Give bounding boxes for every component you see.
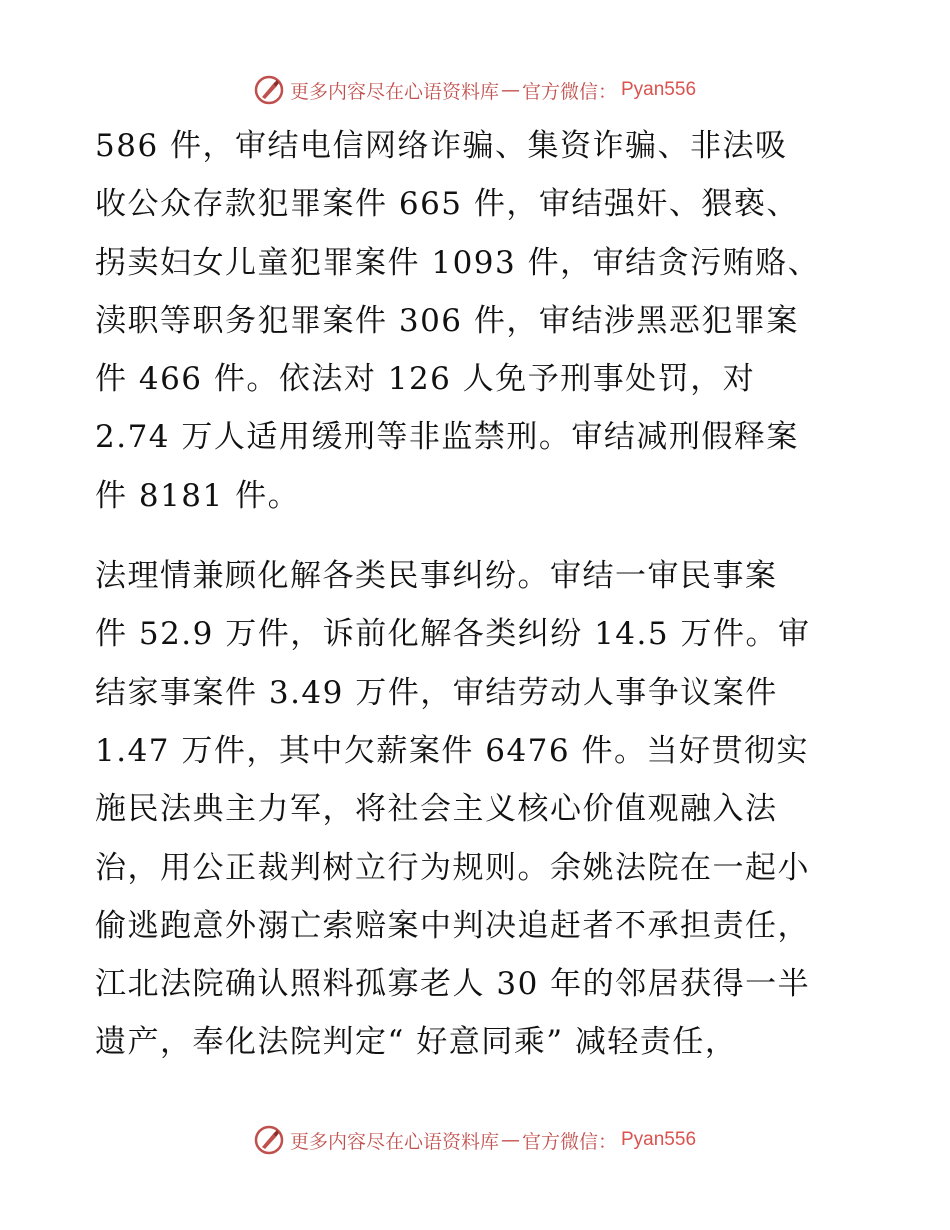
watermark-wechat-id: Pyan556: [621, 79, 697, 100]
text-line: 件 466 件。依法对 126 人免予刑事处罚，对: [95, 361, 756, 398]
text-line: 结家事案件 3.49 万件，审结劳动人事争议案件: [95, 674, 778, 711]
text-line: 1.47 万件，其中欠薪案件 6476 件。当好贯彻实: [95, 732, 809, 769]
watermark-separator: —: [500, 1129, 520, 1151]
pen-nib-logo-icon: [254, 1125, 284, 1155]
text-line: 586 件，审结电信网络诈骗、集资诈骗、非法吸: [95, 128, 788, 164]
text-line: 拐卖妇女儿童犯罪案件 1093 件，审结贪污贿赂、: [95, 244, 821, 281]
watermark-separator: —: [500, 79, 520, 101]
text-line: 2.74 万人适用缓刑等非监禁刑。审结减刑假释案: [95, 419, 799, 456]
paragraph-criminal-cases: [95, 117, 865, 525]
text-line: 收公众存款犯罪案件 665 件，审结强奸、猥亵、: [95, 186, 799, 223]
watermark-wechat-id: Pyan556: [621, 1129, 697, 1150]
paragraph-civil-cases: [95, 547, 865, 1072]
pen-nib-logo-icon: [254, 75, 284, 105]
text-line: 施民法典主力军，将社会主义核心价值观融入法: [95, 791, 778, 828]
watermark-official-text: 官方微信：: [521, 80, 617, 103]
text-line: 法理情兼顾化解各类民事纠纷。审结一审民事案: [95, 558, 778, 595]
text-line: 治，用公正裁判树立行为规则。余姚法院在一起小: [95, 849, 810, 886]
text-line: 渎职等职务犯罪案件 306 件，审结涉黑恶犯罪案: [95, 302, 799, 339]
text-line: 江北法院确认照料孤寡老人 30 年的邻居获得一半: [95, 966, 811, 1003]
text-line: 遗产，奉化法院判定“ 好意同乘” 减轻责任，: [95, 1024, 738, 1061]
watermark-site-text: 更多内容尽在心语资料库: [289, 1130, 499, 1153]
document-body: [95, 117, 865, 1072]
text-line: 件 8181 件。: [95, 477, 301, 514]
footer-watermark: [0, 1120, 950, 1160]
watermark-official-text: 官方微信：: [521, 1130, 617, 1153]
text-line: 件 52.9 万件，诉前化解各类纠纷 14.5 万件。审: [95, 616, 811, 653]
watermark-site-text: 更多内容尽在心语资料库: [289, 80, 499, 103]
text-line: 偷逃跑意外溺亡索赔案中判决追赶者不承担责任，: [95, 907, 810, 944]
header-watermark: [0, 70, 950, 110]
